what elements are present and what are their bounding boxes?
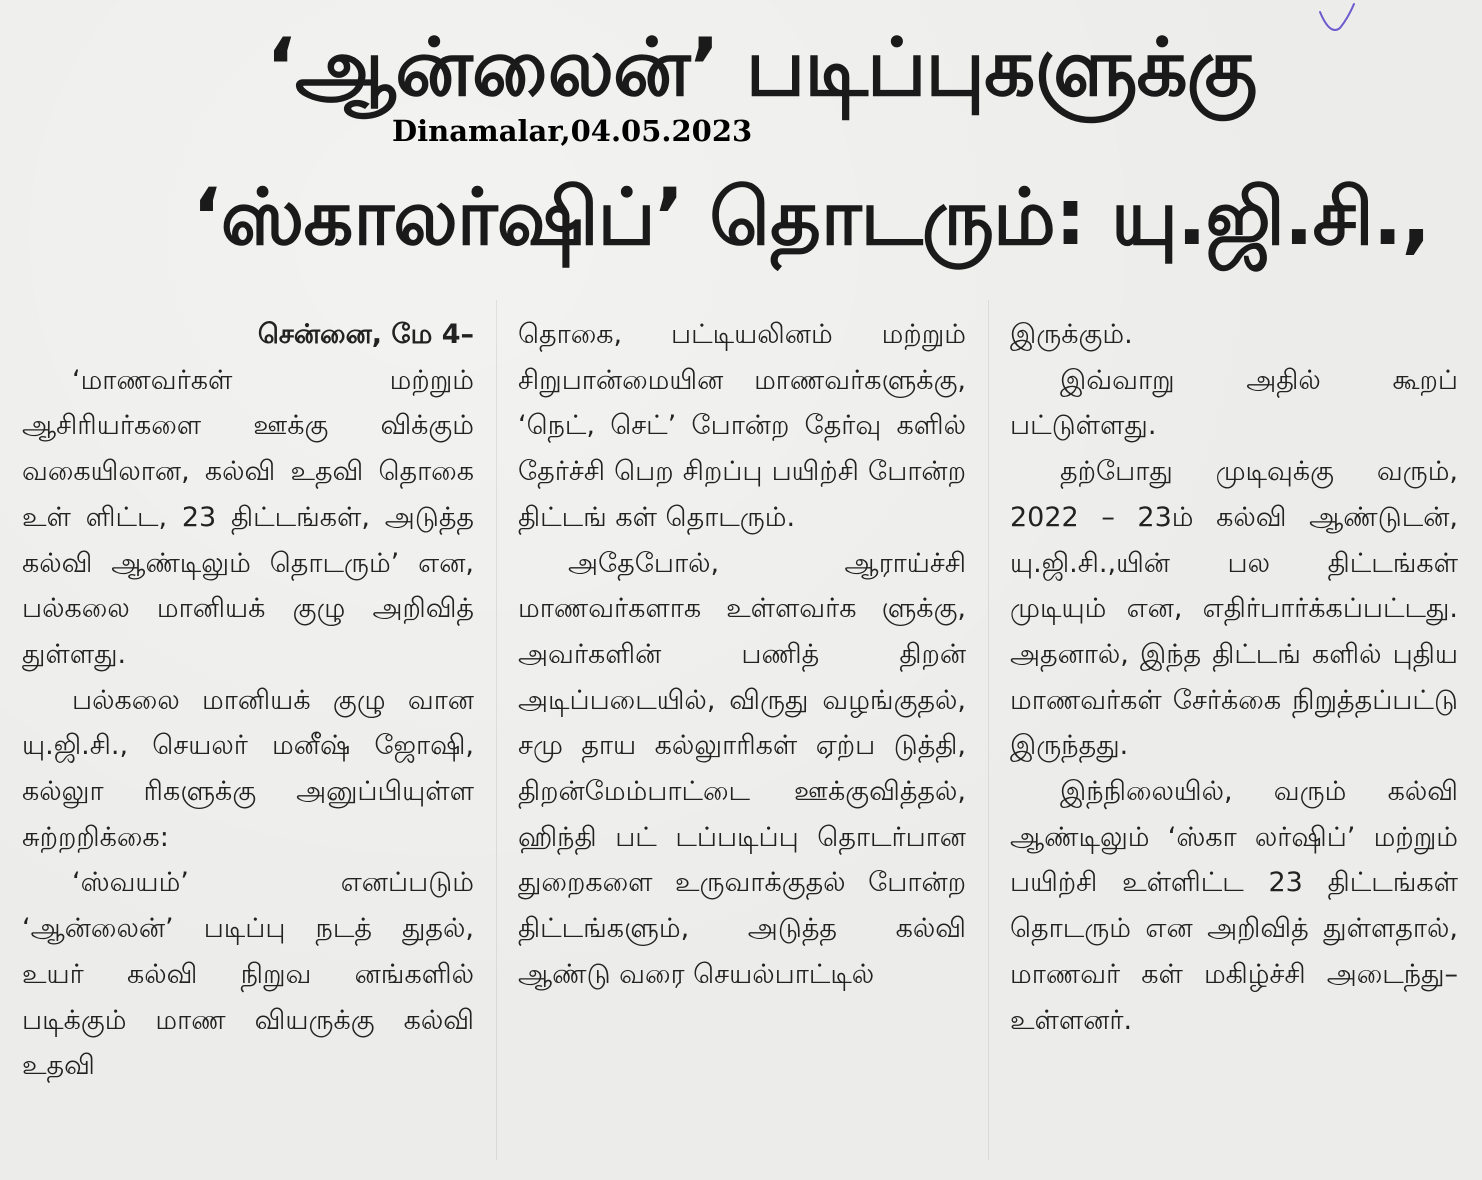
article-paragraph: பல்கலை மானியக் குழு வான யு.ஜி.சி., செயலர் மனீஷ் ஜோஷி, கல்லுா ரிகளுக்கு அனுப்பியுள்ள சுற்றறிக்கை: — [22, 684, 474, 853]
article-paragraph: தற்போது முடிவுக்கு வரும், 2022 – 23ம் கல்வி ஆண்டுடன், யு.ஜி.சி.,யின் பல திட்டங்கள் முடியும் என, எதிர்பார்க்கப்பட்டது. அதனால், இந்த திட்டங் களில் புதிய மாணவர்கள் சேர்க்கை நிறுத்தப்பட்டு இருந்தது. — [1010, 456, 1458, 762]
headline-line-1: ‘ஆன்லைன்’ படிப்புகளுக்கு — [265, 21, 1257, 114]
source-label: Dinamalar,04.05.2023 — [392, 114, 753, 148]
checkmark-icon — [1318, 2, 1358, 36]
column-divider — [496, 300, 497, 1160]
article-column-1 — [22, 312, 474, 1089]
headline-line-2: ‘ஸ்காலர்ஷிப்’ தொடரும்: யு.ஜி.சி., — [192, 173, 1430, 263]
dateline-text: சென்னை, மே 4– — [257, 319, 474, 350]
article-paragraph: ‘ஸ்வயம்’ எனப்படும் ‘ஆன்லைன்’ படிப்பு நடத் துதல், உயர் கல்வி நிறுவ னங்களில் படிக்கும் மாண வியருக்கு கல்வி உதவி — [22, 867, 474, 1082]
article-paragraph: தொகை, பட்டியலினம் மற்றும் சிறுபான்மையின மாணவர்களுக்கு, ‘நெட், செட்’ போன்ற தேர்வு களில் தேர்ச்சி பெற சிறப்பு பயிற்சி போன்ற திட்டங் கள் தொடரும். — [518, 319, 966, 533]
article-column-2 — [518, 312, 966, 998]
article-paragraph: இருக்கும். — [1010, 319, 1133, 350]
article-dateline — [22, 312, 474, 358]
article-paragraph: இந்நிலையில், வரும் கல்வி ஆண்டிலும் ‘ஸ்கா லர்ஷிப்’ மற்றும் பயிற்சி உள்ளிட்ட 23 திட்டங்கள் தொடரும் என அறிவித் துள்ளதால், மாணவர் கள் மகிழ்ச்சி அடைந்து– உள்ளனர். — [1010, 776, 1458, 1036]
article-paragraph: அதேபோல், ஆராய்ச்சி மாணவர்களாக உள்ளவர்க ளுக்கு, அவர்களின் பணித் திறன் அடிப்படையில், விருது வழங்குதல், சமு தாய கல்லுாரிகள் ஏற்ப டுத்தி, திறன்மேம்பாட்டை ஊக்குவித்தல், ஹிந்தி பட் டப்படிப்பு தொடர்பான துறைகளை உருவாக்குதல் போன்ற திட்டங்களும், அடுத்த கல்வி ஆண்டு வரை செயல்பாட்டில் — [518, 547, 966, 990]
article-column-3 — [1010, 312, 1458, 1043]
article-paragraph: ‘மாணவர்கள் மற்றும் ஆசிரியர்களை ஊக்கு விக்கும் வகையிலான, கல்வி உதவி தொகை உள் ளிட்ட, 23 திட்டங்கள், அடுத்த கல்வி ஆண்டிலும் தொடரும்’ என, பல்கலை மானியக் குழு அறிவித் துள்ளது. — [22, 364, 474, 670]
column-divider — [988, 300, 989, 1160]
article-paragraph: இவ்வாறு அதில் கூறப் பட்டுள்ளது. — [1010, 364, 1458, 442]
